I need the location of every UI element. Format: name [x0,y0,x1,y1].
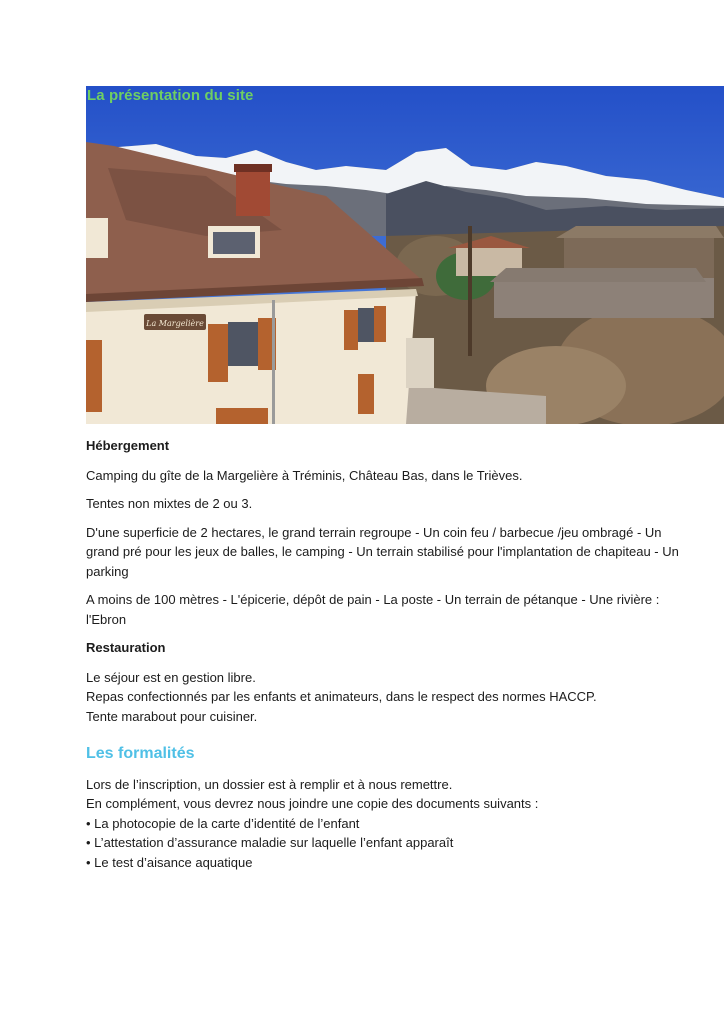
hebergement-paragraph-terrain: D'une superficie de 2 hectares, le grand terrain regroupe - Un coin feu / barbecue /jeu ombragé - Un grand pré pour les jeux de balles, le camping - Un terrain stabilisé pour l'implantation de chapiteau - Un parking [86,524,679,579]
hebergement-heading: Hébergement [86,438,170,453]
restauration-line: Tente marabout pour cuisiner. [86,708,258,724]
restauration-heading: Restauration [86,640,166,655]
formalites-paragraph [86,775,686,873]
restauration-paragraph [86,668,686,727]
hebergement-paragraph-nearby: A moins de 100 mètres - L'épicerie, dépôt de pain - La poste - Un terrain de pétanque - Une rivière : l'Ebron [86,592,660,627]
formalites-line: En complément, vous devrez nous joindre une copie des documents suivants : [86,796,539,811]
formalites-heading: Les formalités [86,745,195,762]
mountain-house-illustration [86,86,724,424]
document-body [86,436,686,881]
formalites-line: Lors de l’inscription, un dossier est à remplir et à nous remettre. [86,776,453,792]
formalites-bullet-item: • L’attestation d’assurance maladie sur laquelle l’enfant apparaît [86,835,454,850]
hebergement-paragraph-tents: Tentes non mixtes de 2 ou 3. [86,496,253,511]
formalites-bullet-item: • Le test d’aisance aquatique [86,854,253,870]
site-photo [86,86,724,424]
hebergement-paragraph-location: Camping du gîte de la Margelière à Tréminis, Château Bas, dans le Trièves. [86,467,523,483]
restauration-line: Le séjour est en gestion libre. [86,669,256,685]
formalites-bullet-item: • La photocopie de la carte d’identité de l’enfant [86,815,360,831]
page-title: La présentation du site [87,87,254,104]
house-sign-text: La Margelière [146,319,204,328]
restauration-line: Repas confectionnés par les enfants et animateurs, dans le respect des normes HACCP. [86,689,597,704]
